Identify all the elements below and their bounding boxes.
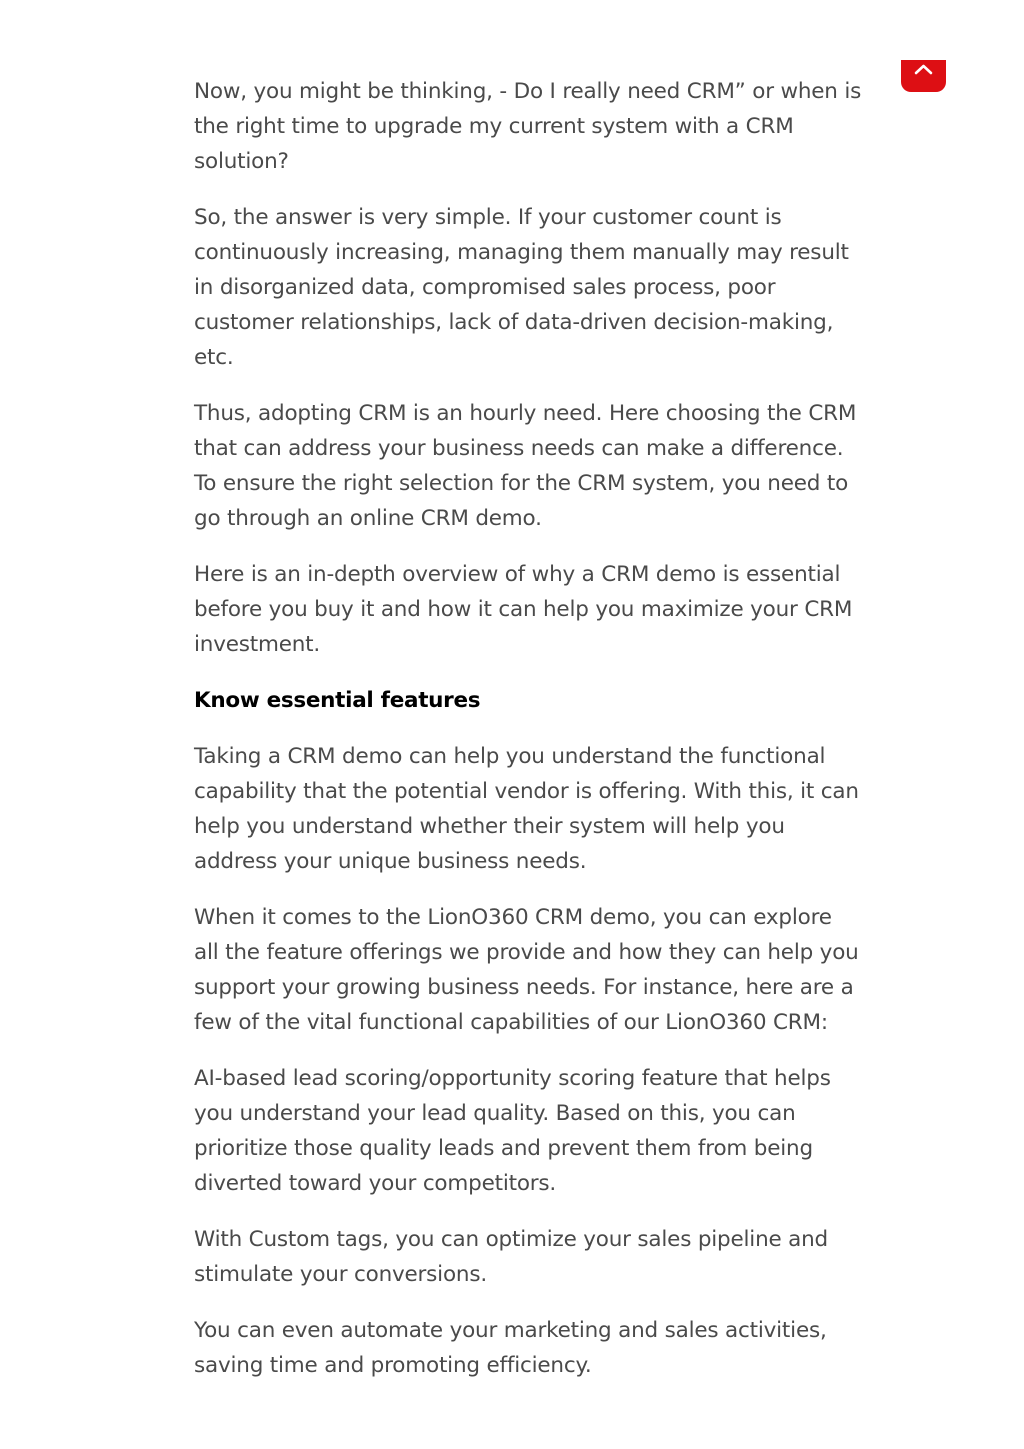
section-heading: Know essential features <box>194 688 481 713</box>
chevron-up-icon <box>914 63 933 75</box>
scroll-to-top-button[interactable] <box>901 60 946 92</box>
article-paragraph: Now, you might be thinking, - Do I really need CRM” or when is the right time to upgrade my current system with a CRM solution? <box>194 79 862 174</box>
article-paragraph: AI-based lead scoring/opportunity scoring feature that helps you understand your lead quality. Based on this, you can prioritize those quality leads and prevent them from being diverted toward your competitors. <box>194 1066 831 1196</box>
article-paragraph: Taking a CRM demo can help you understand the functional capability that the potential vendor is offering. With this, it can help you understand whether their system will help you address your unique business needs. <box>194 744 859 874</box>
article-paragraph: With Custom tags, you can optimize your sales pipeline and stimulate your conversions. <box>194 1227 829 1287</box>
article-paragraph: Thus, adopting CRM is an hourly need. Here choosing the CRM that can address your business needs can make a difference. To ensure the right selection for the CRM system, you need to go through an online CRM demo. <box>194 401 857 531</box>
article-body <box>194 74 862 1404</box>
article-paragraph: You can even automate your marketing and sales activities, saving time and promoting efficiency. <box>194 1318 827 1378</box>
article-paragraph: Here is an in-depth overview of why a CRM demo is essential before you buy it and how it can help you maximize your CRM investment. <box>194 562 853 657</box>
article-paragraph: So, the answer is very simple. If your customer count is continuously increasing, managing them manually may result in disorganized data, compromised sales process, poor customer relationships, lack of data-driven decision-making, etc. <box>194 205 849 370</box>
article-paragraph: When it comes to the LionO360 CRM demo, you can explore all the feature offerings we provide and how they can help you support your growing business needs. For instance, here are a few of the vital functional capabilities of our LionO360 CRM: <box>194 905 859 1035</box>
